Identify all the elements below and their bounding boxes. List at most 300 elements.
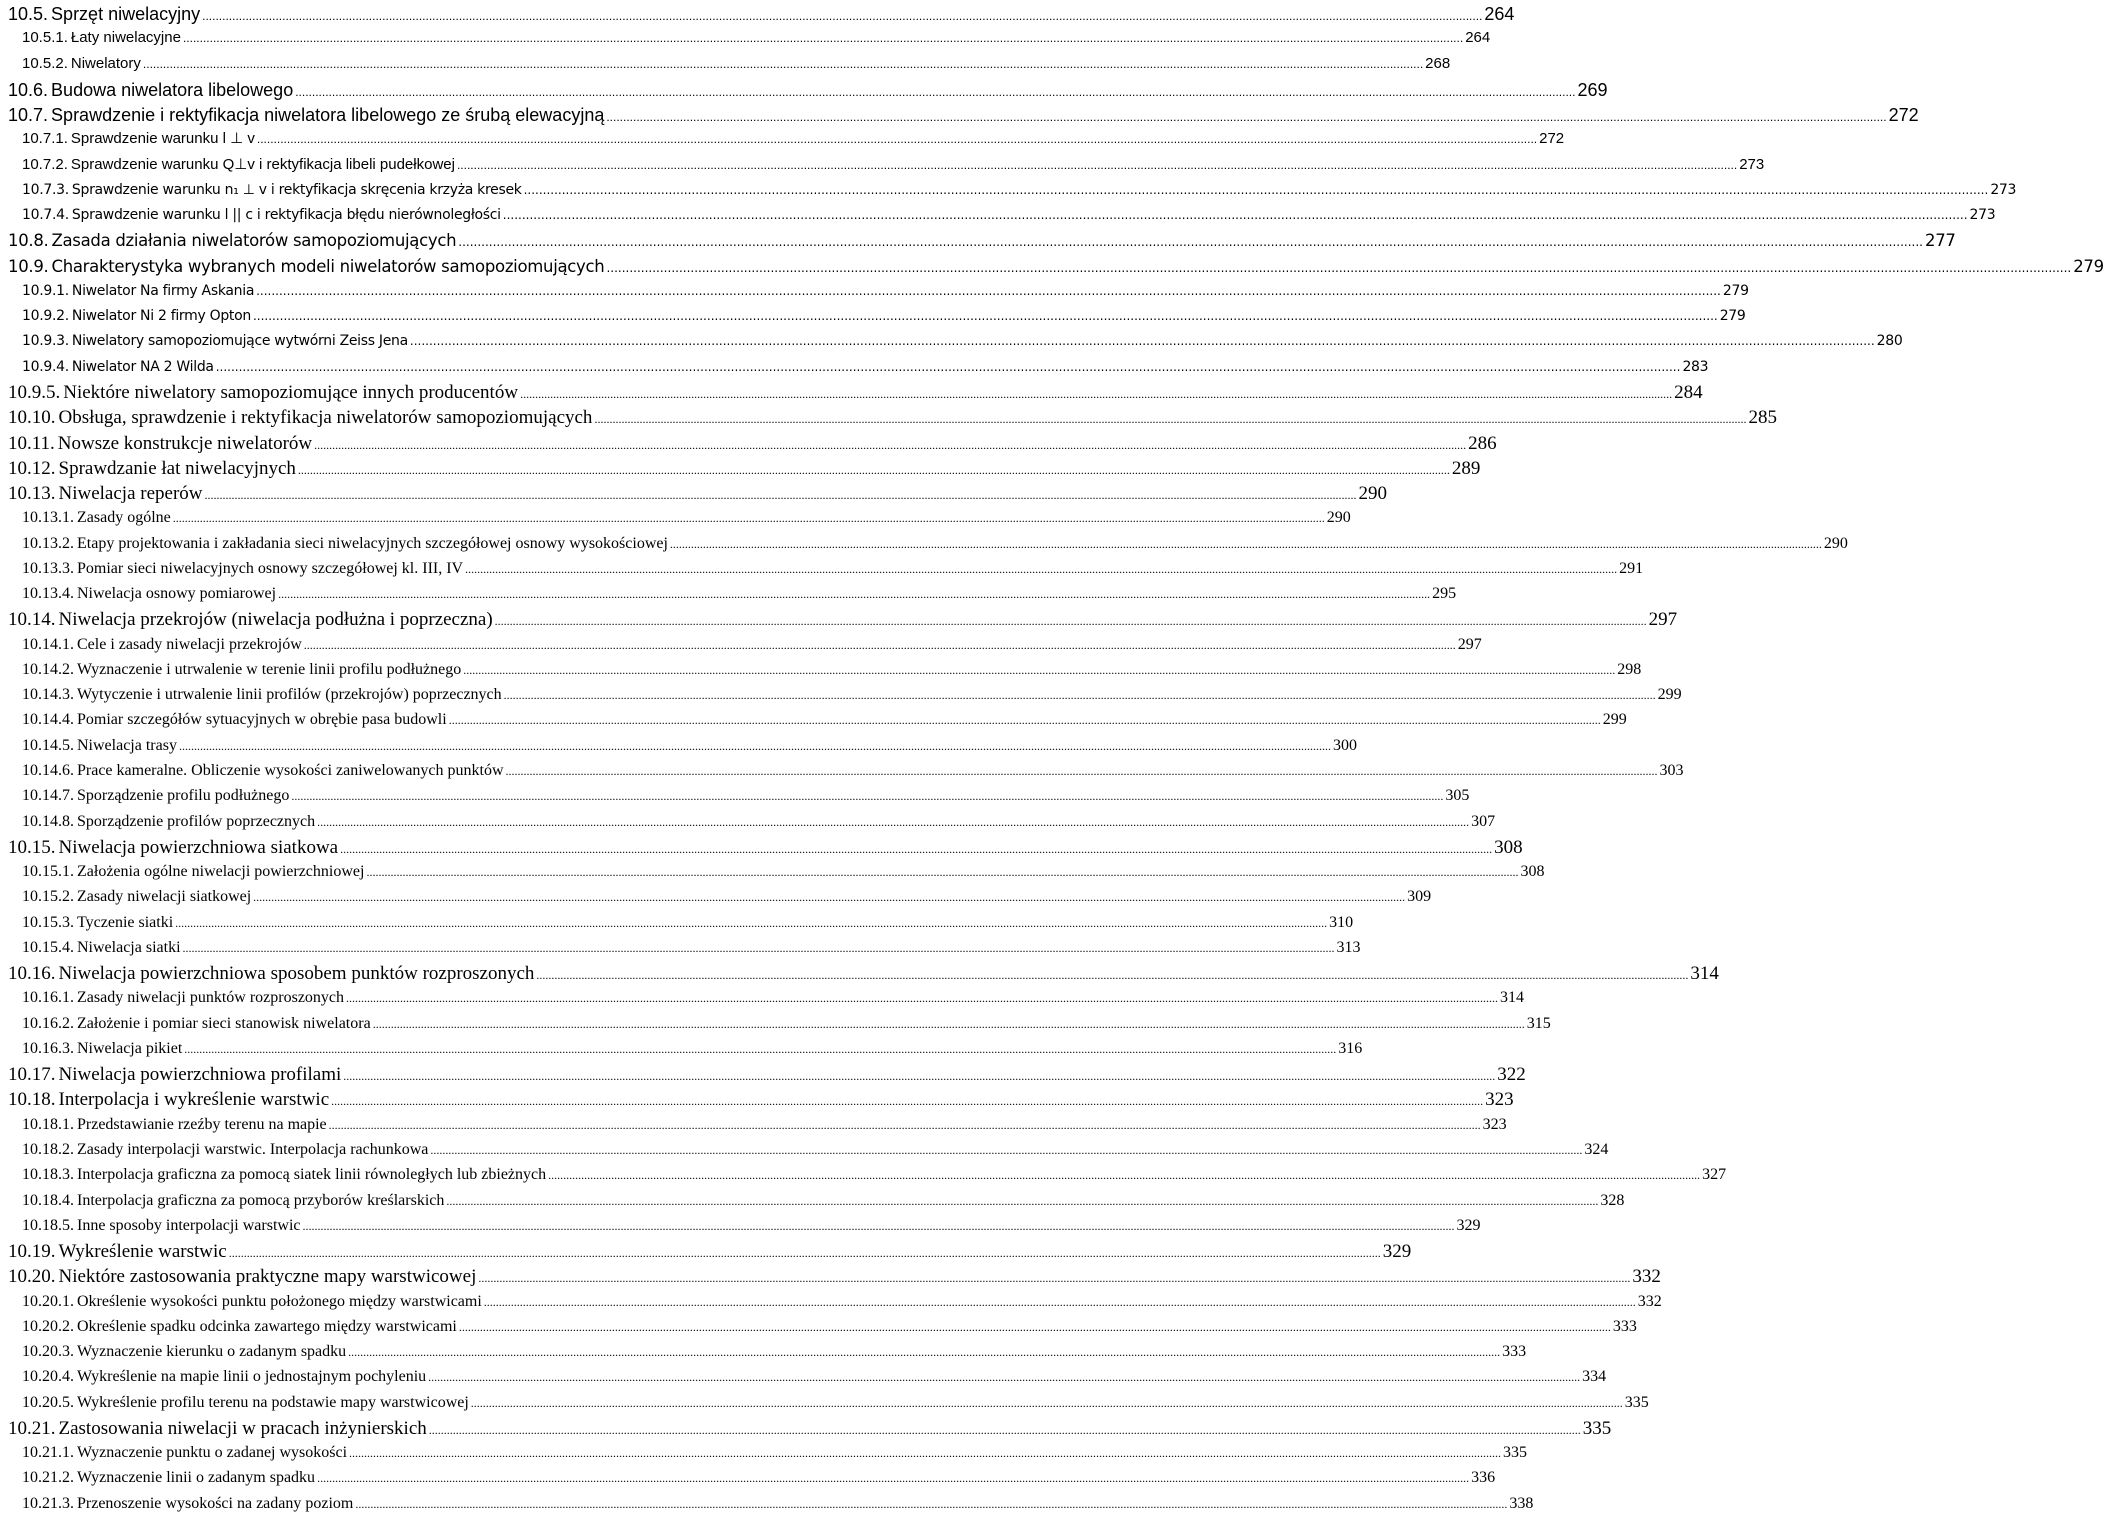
toc-entry-page-number: 291 xyxy=(1619,559,1644,577)
toc-entry-page-number: 329 xyxy=(1382,1241,1412,1263)
toc-entry-title: Interpolacja i wykreślenie warstwic xyxy=(58,1089,330,1111)
toc-entry-title: Zasady niwelacji siatkowej xyxy=(77,888,252,906)
toc-entry-number: 10.16. xyxy=(8,963,56,985)
toc-entry-number: 10.19. xyxy=(8,1241,56,1263)
toc-entry-title: Określenie spadku odcinka zawartego między warstwicami xyxy=(77,1317,457,1335)
toc-dot-leader xyxy=(216,356,1681,378)
toc-dot-leader xyxy=(457,154,1737,176)
toc-entry-number: 10.7.3. xyxy=(22,181,69,198)
toc-entry-page-number: 286 xyxy=(1468,432,1497,454)
toc-dot-leader xyxy=(253,305,1718,327)
toc-subsection-entry xyxy=(0,785,1470,810)
toc-entry-page-number: 308 xyxy=(1520,863,1545,881)
toc-entry-title: Zasady ogólne xyxy=(77,509,171,527)
toc-dot-leader xyxy=(179,735,1331,757)
toc-subsection-entry xyxy=(0,760,1684,785)
toc-entry-title: Pomiar szczegółów sytuacyjnych w obrębie pasa budowli xyxy=(77,711,447,729)
toc-entry-title: Niwelatory samopoziomujące wytwórni Zeiss Jena xyxy=(71,333,408,350)
toc-entry-title: Wyznaczenie i utrwalenie w terenie linii profilu podłużnego xyxy=(77,660,462,678)
toc-entry-page-number: 308 xyxy=(1494,836,1523,858)
toc-entry-page-number: 264 xyxy=(1484,4,1515,24)
toc-entry-number: 10.15.4. xyxy=(22,938,74,956)
toc-subsection-entry xyxy=(0,1139,1609,1164)
toc-dot-leader xyxy=(465,558,1617,580)
toc-entry-title: Sprawdzenie i rektyfikacja niwelatora libelowego ze śrubą elewacyjną xyxy=(51,105,605,126)
toc-entry-title: Wykreślenie profilu terenu na podstawie mapy warstwicowej xyxy=(77,1393,469,1411)
toc-subsection-entry xyxy=(0,1291,1662,1316)
toc-dot-leader xyxy=(205,483,1357,507)
toc-entry-page-number: 272 xyxy=(1539,130,1565,148)
toc-subsection-entry xyxy=(0,1341,1527,1366)
toc-entry-page-number: 303 xyxy=(1659,762,1684,779)
toc-entry-title: Sprawdzenie warunku l ⊥ v xyxy=(70,130,255,148)
toc-dot-leader xyxy=(317,811,1469,833)
toc-entry-title: Sprawdzenie warunku l || c i rektyfikacja błędu nierównoległości xyxy=(71,207,501,224)
toc-entry-page-number: 333 xyxy=(1612,1317,1637,1335)
toc-dot-leader xyxy=(504,684,1656,706)
toc-entry-number: 10.9.2. xyxy=(22,308,69,325)
toc-dot-leader xyxy=(594,407,1746,431)
toc-entry-number: 10.14.6. xyxy=(22,762,74,779)
toc-dot-leader xyxy=(183,27,1463,49)
toc-entry-title: Niwelator NA 2 Wilda xyxy=(71,358,214,375)
toc-dot-leader xyxy=(202,4,1482,28)
toc-entry-page-number: 305 xyxy=(1445,787,1470,805)
toc-entry-page-number: 273 xyxy=(1969,207,1996,224)
toc-entry-title: Nowsze konstrukcje niwelatorów xyxy=(57,432,313,454)
toc-entry-page-number: 323 xyxy=(1485,1089,1514,1111)
toc-section-entry xyxy=(0,1088,1514,1113)
toc-entry-page-number: 329 xyxy=(1456,1216,1481,1234)
toc-entry-title: Sprawdzenie warunku n₁ ⊥ v i rektyfikacja skręcenia krzyża kresek xyxy=(71,181,522,198)
toc-section-entry xyxy=(0,1417,1612,1442)
toc-section-entry xyxy=(0,962,1719,987)
toc-entry-title: Wykreślenie na mapie linii o jednostajnym pochyleniu xyxy=(77,1368,427,1386)
toc-entry-title: Niwelacja powierzchniowa sposobem punktów rozproszonych xyxy=(58,963,535,985)
toc-entry-number: 10.14.8. xyxy=(22,812,74,830)
toc-entry-title: Niwelator Ni 2 firmy Opton xyxy=(71,308,251,325)
toc-section-entry xyxy=(0,482,1388,507)
toc-entry-page-number: 277 xyxy=(1925,231,1956,251)
toc-dot-leader xyxy=(524,179,1989,201)
toc-entry-title: Budowa niwelatora libelowego xyxy=(51,79,294,100)
toc-entry-number: 10.9.1. xyxy=(22,282,69,299)
toc-section-entry xyxy=(0,2,1515,27)
toc-subsection-entry xyxy=(0,1467,1496,1492)
toc-subsection-entry xyxy=(0,507,1351,532)
toc-subsection-entry xyxy=(0,937,1361,962)
toc-subsection-entry xyxy=(0,128,1565,153)
toc-entry-title: Niwelacja osnowy pomiarowej xyxy=(77,585,277,603)
toc-subsection-entry xyxy=(0,154,1765,179)
toc-entry-number: 10.21.3. xyxy=(22,1494,74,1512)
toc-subsection-entry xyxy=(0,330,1903,355)
toc-entry-title: Zasada działania niwelatorów samopoziomujących xyxy=(51,231,457,251)
toc-dot-leader xyxy=(471,1392,1623,1414)
toc-entry-title: Prace kameralne. Obliczenie wysokości zaniwelowanych punktów xyxy=(77,762,504,779)
toc-subsection-entry xyxy=(0,1316,1637,1341)
toc-entry-number: 10.9. xyxy=(8,256,49,276)
toc-entry-page-number: 268 xyxy=(1425,54,1451,72)
toc-entry-page-number: 309 xyxy=(1407,888,1432,906)
toc-subsection-entry xyxy=(0,811,1496,836)
toc-entry-title: Interpolacja graficzna za pomocą przyborów kreślarskich xyxy=(77,1191,445,1209)
toc-entry-number: 10.5.2. xyxy=(22,54,68,72)
toc-entry-page-number: 285 xyxy=(1748,407,1777,429)
toc-subsection-entry xyxy=(0,1013,1551,1038)
toc-entry-page-number: 273 xyxy=(1990,181,2017,198)
toc-entry-page-number: 307 xyxy=(1471,812,1496,830)
toc-dot-leader xyxy=(329,1114,1481,1136)
toc-dot-leader xyxy=(373,1013,1525,1035)
toc-entry-page-number: 280 xyxy=(1876,333,1903,350)
toc-dot-leader xyxy=(670,533,1822,555)
toc-entry-page-number: 279 xyxy=(1722,282,1749,299)
toc-entry-number: 10.9.4. xyxy=(22,358,69,375)
toc-entry-number: 10.21. xyxy=(8,1417,56,1439)
toc-entry-page-number: 324 xyxy=(1584,1141,1609,1158)
toc-entry-number: 10.6. xyxy=(8,79,49,100)
toc-dot-leader xyxy=(253,886,1405,908)
toc-entry-title: Wykreślenie warstwic xyxy=(58,1241,227,1263)
toc-entry-page-number: 290 xyxy=(1326,509,1351,527)
toc-entry-page-number: 327 xyxy=(1702,1166,1727,1184)
toc-subsection-entry xyxy=(0,583,1457,608)
toc-entry-number: 10.14. xyxy=(8,609,56,631)
toc-entry-title: Niwelacja przekrojów (niwelacja podłużna i poprzeczna) xyxy=(58,609,493,631)
toc-subsection-entry xyxy=(0,861,1545,886)
toc-entry-number: 10.8. xyxy=(8,231,49,251)
toc-dot-leader xyxy=(340,837,1492,861)
toc-subsection-entry xyxy=(0,886,1432,911)
toc-dot-leader xyxy=(183,937,1335,959)
toc-section-entry xyxy=(0,1265,1661,1290)
toc-entry-title: Zasady niwelacji punktów rozproszonych xyxy=(77,989,345,1007)
toc-entry-page-number: 289 xyxy=(1451,457,1481,479)
toc-subsection-entry xyxy=(0,356,1709,381)
toc-dot-leader xyxy=(304,634,1456,656)
toc-entry-title: Cele i zasady niwelacji przekrojów xyxy=(77,635,302,653)
toc-entry-title: Wyznaczenie linii o zadanym spadku xyxy=(77,1469,316,1487)
toc-dot-leader xyxy=(143,53,1423,75)
toc-entry-page-number: 335 xyxy=(1582,1417,1612,1439)
toc-entry-number: 10.16.3. xyxy=(22,1039,74,1057)
toc-entry-title: Przedstawianie rzeźby terenu na mapie xyxy=(77,1115,327,1133)
toc-entry-page-number: 269 xyxy=(1577,79,1608,100)
toc-section-entry xyxy=(0,78,1608,103)
toc-entry-page-number: 332 xyxy=(1632,1266,1661,1288)
toc-entry-title: Łaty niwelacyjne xyxy=(70,29,181,47)
toc-entry-number: 10.11. xyxy=(8,432,55,454)
toc-entry-number: 10.18.5. xyxy=(22,1216,74,1234)
toc-entry-page-number: 299 xyxy=(1602,711,1627,729)
toc-entry-title: Niwelacja powierzchniowa profilami xyxy=(58,1064,342,1086)
toc-dot-leader xyxy=(278,583,1430,605)
toc-entry-title: Sprzęt niwelacyjny xyxy=(51,4,201,24)
toc-subsection-entry xyxy=(0,558,1644,583)
toc-entry-title: Zasady interpolacji warstwic. Interpolacja rachunkowa xyxy=(77,1141,429,1158)
toc-entry-number: 10.7.1. xyxy=(22,130,68,148)
toc-entry-page-number: 335 xyxy=(1503,1444,1528,1462)
toc-entry-page-number: 316 xyxy=(1338,1039,1363,1057)
toc-entry-page-number: 333 xyxy=(1502,1343,1527,1361)
toc-dot-leader xyxy=(349,1442,1501,1464)
toc-dot-leader xyxy=(428,1366,1580,1388)
toc-entry-number: 10.21.1. xyxy=(22,1444,74,1462)
toc-entry-number: 10.13.3. xyxy=(22,559,74,577)
toc-subsection-entry xyxy=(0,53,1451,78)
toc-entry-page-number: 336 xyxy=(1471,1469,1496,1487)
toc-entry-number: 10.15.2. xyxy=(22,888,74,906)
toc-entry-number: 10.20.2. xyxy=(22,1317,74,1335)
toc-dot-leader xyxy=(298,458,1450,482)
toc-entry-page-number: 314 xyxy=(1690,963,1719,985)
toc-entry-title: Sprawdzanie łat niwelacyjnych xyxy=(58,457,296,479)
toc-entry-number: 10.16.2. xyxy=(22,1014,74,1032)
toc-dot-leader xyxy=(410,330,1875,352)
toc-section-entry xyxy=(0,836,1523,861)
toc-entry-number: 10.9.5. xyxy=(8,382,61,403)
toc-entry-page-number: 300 xyxy=(1332,736,1357,754)
toc-entry-title: Niektóre zastosowania praktyczne mapy warstwicowej xyxy=(58,1266,477,1288)
toc-entry-title: Etapy projektowania i zakładania sieci niwelacyjnych szczegółowej osnowy wysokościowej xyxy=(77,534,668,552)
toc-entry-title: Niektóre niwelatory samopoziomujące innych producentów xyxy=(63,382,519,403)
toc-section-entry xyxy=(0,103,1919,128)
toc-subsection-entry xyxy=(0,709,1627,734)
toc-dot-leader xyxy=(478,1266,1630,1290)
toc-dot-leader xyxy=(229,1241,1381,1265)
toc-subsection-entry xyxy=(0,204,1996,229)
toc-entry-title: Inne sposoby interpolacji warstwic xyxy=(77,1216,301,1234)
toc-entry-page-number: 335 xyxy=(1624,1393,1649,1411)
toc-entry-page-number: 328 xyxy=(1600,1191,1625,1209)
toc-entry-page-number: 314 xyxy=(1500,989,1525,1007)
toc-entry-number: 10.9.3. xyxy=(22,333,69,350)
toc-dot-leader xyxy=(449,709,1601,731)
toc-section-entry xyxy=(0,255,2104,280)
toc-entry-number: 10.20.1. xyxy=(22,1292,74,1310)
toc-entry-title: Pomiar sieci niwelacyjnych osnowy szczegółowej kl. III, IV xyxy=(77,559,464,577)
toc-entry-title: Zastosowania niwelacji w pracach inżynierskich xyxy=(58,1417,427,1439)
toc-entry-number: 10.14.7. xyxy=(22,787,74,805)
toc-dot-leader xyxy=(346,987,1498,1009)
toc-subsection-entry xyxy=(0,1442,1528,1467)
toc-entry-number: 10.12. xyxy=(8,457,56,479)
toc-subsection-entry xyxy=(0,1190,1625,1215)
toc-dot-leader xyxy=(446,1190,1598,1212)
toc-section-entry xyxy=(0,1063,1526,1088)
toc-entry-page-number: 334 xyxy=(1582,1368,1607,1386)
toc-dot-leader xyxy=(536,963,1688,987)
toc-dot-leader xyxy=(317,1467,1469,1489)
toc-dot-leader xyxy=(495,609,1647,633)
toc-entry-number: 10.15.3. xyxy=(22,913,74,931)
toc-entry-title: Niwelacja powierzchniowa siatkowa xyxy=(58,836,339,858)
toc-entry-title: Założenia ogólne niwelacji powierzchniowej xyxy=(77,863,365,881)
toc-dot-leader xyxy=(463,659,1615,681)
toc-entry-number: 10.14.1. xyxy=(22,635,74,653)
toc-dot-leader xyxy=(484,1291,1636,1313)
toc-dot-leader xyxy=(503,204,1968,226)
toc-dot-leader xyxy=(606,256,2071,280)
toc-dot-leader xyxy=(303,1215,1455,1237)
toc-subsection-entry xyxy=(0,735,1357,760)
toc-entry-page-number: 310 xyxy=(1329,913,1354,931)
toc-entry-title: Sporządzenie profilów poprzecznych xyxy=(77,812,316,830)
toc-subsection-entry xyxy=(0,280,1749,305)
toc-entry-number: 10.13.2. xyxy=(22,534,74,552)
toc-subsection-entry xyxy=(0,912,1354,937)
toc-dot-leader xyxy=(256,280,1721,302)
toc-entry-number: 10.14.3. xyxy=(22,686,74,704)
toc-entry-page-number: 313 xyxy=(1336,938,1361,956)
toc-section-entry xyxy=(0,406,1777,431)
toc-subsection-entry xyxy=(0,659,1642,684)
toc-section-entry xyxy=(0,381,1703,406)
toc-entry-title: Charakterystyka wybranych modeli niwelatorów samopoziomujących xyxy=(51,256,605,276)
toc-dot-leader xyxy=(429,1418,1581,1442)
toc-dot-leader xyxy=(520,382,1672,406)
toc-entry-number: 10.7.2. xyxy=(22,155,68,173)
toc-subsection-entry xyxy=(0,684,1682,709)
toc-section-entry xyxy=(0,1240,1412,1265)
toc-subsection-entry xyxy=(0,634,1482,659)
toc-entry-title: Założenie i pomiar sieci stanowisk niwelatora xyxy=(77,1014,371,1032)
toc-entry-page-number: 298 xyxy=(1617,660,1642,678)
toc-entry-number: 10.14.2. xyxy=(22,660,74,678)
toc-entry-title: Obsługa, sprawdzenie i rektyfikacja niwelatorów samopoziomujących xyxy=(58,407,593,429)
toc-entry-title: Sprawdzenie warunku Q⊥v i rektyfikacja libeli pudełkowej xyxy=(70,155,455,173)
toc-entry-number: 10.17. xyxy=(8,1064,56,1086)
toc-dot-leader xyxy=(331,1089,1483,1113)
toc-entry-page-number: 295 xyxy=(1432,585,1457,603)
toc-subsection-entry xyxy=(0,27,1491,52)
toc-dot-leader xyxy=(291,785,1443,807)
toc-entry-number: 10.10. xyxy=(8,407,56,429)
toc-entry-title: Niwelatory xyxy=(70,54,141,72)
toc-section-entry xyxy=(0,457,1481,482)
toc-entry-title: Niwelacja trasy xyxy=(77,736,177,754)
toc-entry-number: 10.20.3. xyxy=(22,1343,74,1361)
toc-subsection-entry xyxy=(0,1493,1534,1518)
toc-entry-page-number: 299 xyxy=(1657,686,1682,704)
toc-entry-number: 10.18.4. xyxy=(22,1191,74,1209)
toc-dot-leader xyxy=(366,861,1518,883)
toc-entry-page-number: 279 xyxy=(2073,256,2104,276)
toc-entry-title: Wyznaczenie punktu o zadanej wysokości xyxy=(77,1444,348,1462)
toc-section-entry xyxy=(0,432,1497,457)
toc-entry-page-number: 297 xyxy=(1457,635,1482,653)
toc-entry-title: Niwelator Na firmy Askania xyxy=(71,282,255,299)
toc-section-entry xyxy=(0,608,1678,633)
toc-entry-number: 10.14.5. xyxy=(22,736,74,754)
toc-entry-number: 10.18.2. xyxy=(22,1141,74,1158)
toc-dot-leader xyxy=(295,80,1575,104)
toc-subsection-entry xyxy=(0,305,1746,330)
toc-entry-page-number: 279 xyxy=(1719,308,1746,325)
toc-subsection-entry xyxy=(0,1366,1607,1391)
toc-entry-number: 10.18.1. xyxy=(22,1115,74,1133)
toc-entry-page-number: 264 xyxy=(1465,29,1491,47)
toc-entry-number: 10.13.1. xyxy=(22,509,74,527)
toc-dot-leader xyxy=(175,912,1327,934)
toc-entry-number: 10.20. xyxy=(8,1266,56,1288)
toc-entry-title: Przenoszenie wysokości na zadany poziom xyxy=(77,1494,354,1512)
toc-entry-number: 10.5. xyxy=(8,4,49,24)
toc-entry-page-number: 290 xyxy=(1358,483,1388,505)
toc-entry-title: Określenie wysokości punktu położonego między warstwicami xyxy=(77,1292,482,1310)
toc-entry-number: 10.16.1. xyxy=(22,989,74,1007)
toc-dot-leader xyxy=(548,1164,1700,1186)
toc-entry-number: 10.7.4. xyxy=(22,207,69,224)
toc-subsection-entry xyxy=(0,1392,1649,1417)
toc-dot-leader xyxy=(458,230,1923,254)
toc-entry-page-number: 272 xyxy=(1888,105,1919,126)
toc-entry-title: Niwelacja siatki xyxy=(77,938,181,956)
toc-subsection-entry xyxy=(0,1164,1727,1189)
toc-dot-leader xyxy=(184,1038,1336,1060)
toc-dot-leader xyxy=(430,1139,1582,1161)
toc-entry-page-number: 290 xyxy=(1823,534,1848,552)
toc-entry-page-number: 283 xyxy=(1682,358,1709,375)
toc-entry-title: Niwelacja pikiet xyxy=(77,1039,183,1057)
toc-subsection-entry xyxy=(0,1215,1481,1240)
toc-entry-page-number: 322 xyxy=(1497,1064,1526,1086)
toc-entry-number: 10.15.1. xyxy=(22,863,74,881)
toc-entry-number: 10.7. xyxy=(8,105,49,126)
toc-entry-number: 10.18. xyxy=(8,1089,56,1111)
toc-subsection-entry xyxy=(0,1038,1363,1063)
toc-entry-page-number: 323 xyxy=(1482,1115,1507,1133)
toc-entry-number: 10.20.4. xyxy=(22,1368,74,1386)
toc-entry-title: Interpolacja graficzna za pomocą siatek linii równoległych lub zbieżnych xyxy=(77,1166,547,1184)
toc-dot-leader xyxy=(506,760,1658,782)
toc-dot-leader xyxy=(314,433,1466,457)
toc-section-entry xyxy=(0,229,1956,254)
toc-entry-title: Niwelacja reperów xyxy=(58,483,203,505)
toc-entry-number: 10.15. xyxy=(8,836,56,858)
toc-dot-leader xyxy=(343,1064,1495,1088)
toc-entry-number: 10.21.2. xyxy=(22,1469,74,1487)
toc-entry-page-number: 338 xyxy=(1509,1494,1534,1512)
toc-entry-title: Tyczenie siatki xyxy=(77,913,174,931)
toc-entry-number: 10.14.4. xyxy=(22,711,74,729)
toc-entry-page-number: 297 xyxy=(1648,609,1678,631)
toc-entry-page-number: 284 xyxy=(1674,382,1703,403)
toc-entry-title: Sporządzenie profilu podłużnego xyxy=(77,787,290,805)
toc-entry-number: 10.5.1. xyxy=(22,29,68,47)
toc-entry-page-number: 315 xyxy=(1526,1014,1551,1032)
toc-subsection-entry xyxy=(0,987,1525,1012)
toc-dot-leader xyxy=(459,1316,1611,1338)
toc-dot-leader xyxy=(606,105,1886,129)
toc-subsection-entry xyxy=(0,179,2017,204)
toc-dot-leader xyxy=(173,507,1325,529)
toc-subsection-entry xyxy=(0,533,1848,558)
toc-dot-leader xyxy=(348,1341,1500,1363)
toc-entry-title: Wyznaczenie kierunku o zadanym spadku xyxy=(77,1343,347,1361)
toc-entry-page-number: 332 xyxy=(1637,1292,1662,1310)
toc-entry-number: 10.13.4. xyxy=(22,585,74,603)
toc-dot-leader xyxy=(257,128,1537,150)
toc-entry-page-number: 273 xyxy=(1739,155,1765,173)
toc-entry-number: 10.20.5. xyxy=(22,1393,74,1411)
toc-entry-number: 10.13. xyxy=(8,483,56,505)
toc-dot-leader xyxy=(355,1493,1507,1515)
toc-entry-title: Wytyczenie i utrwalenie linii profilów (przekrojów) poprzecznych xyxy=(77,686,502,704)
toc-entry-number: 10.18.3. xyxy=(22,1166,74,1184)
toc-subsection-entry xyxy=(0,1114,1507,1139)
